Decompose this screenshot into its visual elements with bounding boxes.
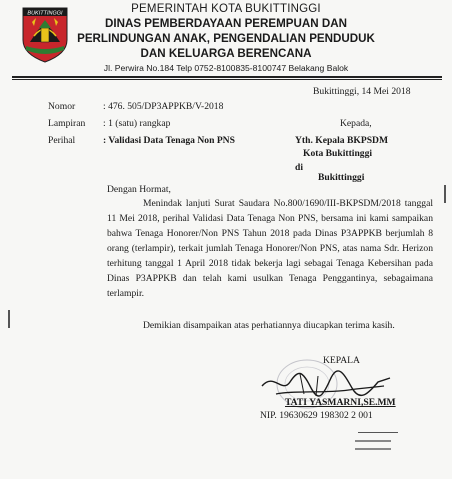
faint-mark xyxy=(358,432,398,433)
signatory-name: TATI YASMARNI,SE.MM xyxy=(285,397,396,408)
meta-value-lampiran: : 1 (satu) rangkap xyxy=(103,118,171,129)
meta-value-perihal: : Validasi Data Tenaga Non PNS xyxy=(103,135,235,146)
page-edge-mark xyxy=(8,310,10,328)
signatory-nip: NIP. 19630629 198302 2 001 xyxy=(260,410,373,421)
agency-address: Jl. Perwira No.184 Telp 0752-8100835-8100747 Belakang Balok xyxy=(103,63,349,73)
recipient-city: Bukittinggi xyxy=(318,172,365,183)
meta-value-nomor: : 476. 505/DP3APPKB/V-2018 xyxy=(103,101,224,112)
page-edge-mark xyxy=(444,185,446,203)
signature-title: KEPALA xyxy=(323,355,360,366)
agency-name-line2: PERLINDUNGAN ANAK, PENGENDALIAN PENDUDUK xyxy=(77,32,375,45)
greeting: Dengan Hormat, xyxy=(107,184,171,195)
body-paragraph-2: Demikian disampaikan atas perhatiannya diucapkan terima kasih. xyxy=(143,320,395,331)
letterhead-divider-thick xyxy=(12,76,442,78)
recipient-at: di xyxy=(295,162,304,173)
place-date: Bukittinggi, 14 Mei 2018 xyxy=(313,86,411,97)
faint-mark xyxy=(355,440,391,442)
agency-name-line3: DAN KELUARGA BERENCANA xyxy=(140,47,312,60)
recipient-to: Kepada, xyxy=(340,118,372,129)
body-paragraph-1: Menindak lanjuti Surat Saudara No.800/1690/III-BKPSDM/2018 tanggal 11 Mei 2018, perihal Validasi Data Tenaga Non PNS, bersama ini kami sampaikan bahwa Tenaga Honorer/Non PNS Tahun 2018 pada Dinas P3APPKB berjumlah 8 orang (terlampir), terkait jumlah Tenaga Honorer/Non PNS, atas nama Sdr. Herizon terhitung tanggal 1 April 2018 tidak bekerja lagi sebagai Tenaga Kebersihan pada Dinas P3APPKB dan telah kami usulkan Tenaga Penggantinya, sebagaimana terlampir. xyxy=(107,198,433,299)
letterhead-divider-thin xyxy=(12,79,442,80)
meta-label-lampiran: Lampiran xyxy=(48,118,86,129)
logo-label: BUKITTINGGI xyxy=(27,10,63,17)
meta-label-perihal: Perihal xyxy=(48,135,76,146)
government-name: PEMERINTAH KOTA BUKITTINGGI xyxy=(131,3,321,15)
recipient-line2: Kota Bukittinggi xyxy=(303,148,373,159)
faint-mark xyxy=(355,448,391,450)
meta-label-nomor: Nomor xyxy=(48,101,76,112)
agency-name-line1: DINAS PEMBERDAYAAN PEREMPUAN DAN xyxy=(104,17,347,30)
recipient-line1: Yth. Kepala BKPSDM xyxy=(295,135,389,146)
